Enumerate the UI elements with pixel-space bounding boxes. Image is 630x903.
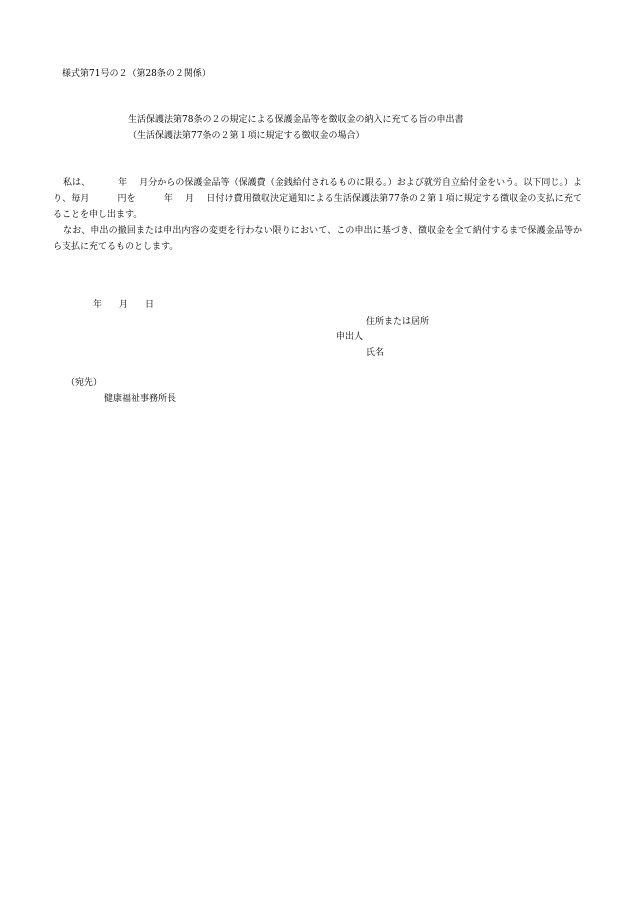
month-label: 月 [184, 194, 195, 204]
body-paragraph-2: なお、申出の撤回または申出内容の変更を行わない限りにおいて、この申出に基づき、徴収金を全て納付するまで保護金品等から支払に充てるものとします。 [53, 226, 582, 252]
form-number: 様式第71号の２（第28条の２関係） [62, 69, 211, 79]
addressee-recipient: 健康福祉事務所長 [104, 394, 177, 404]
text-fragment: 日付け費用徴収決定通知による生活保護法第77条の２第１項に規定する徴収金の支払に充てることを申し出ます。 [53, 194, 582, 220]
date-day-label: 日 [145, 300, 155, 310]
date-year-label: 年 [93, 300, 103, 310]
applicant-label: 申出人 [336, 332, 364, 342]
text-fragment: 月分からの保護金品等（保護費（金銭給付されるものに限る。）および就労自立給付金をいう。以下同じ。）より、毎月 [53, 178, 582, 204]
name-label: 氏名 [366, 348, 385, 358]
text-fragment: 私は、 [63, 178, 91, 188]
year-label: 年 [118, 178, 128, 188]
addressee-label: （宛先） [66, 378, 103, 388]
document-subtitle: （生活保護法第77条の２第１項に規定する徴収金の場合） [128, 131, 365, 141]
date-month-label: 月 [119, 300, 129, 310]
address-label: 住所または居所 [366, 317, 430, 327]
year-label: 年 [163, 194, 173, 204]
body-paragraph-1 [53, 175, 582, 223]
document-title: 生活保護法第78条の２の規定による保護金品等を徴収金の納入に充てる旨の申出書 [128, 115, 464, 125]
yen-label: 円を [117, 194, 136, 204]
